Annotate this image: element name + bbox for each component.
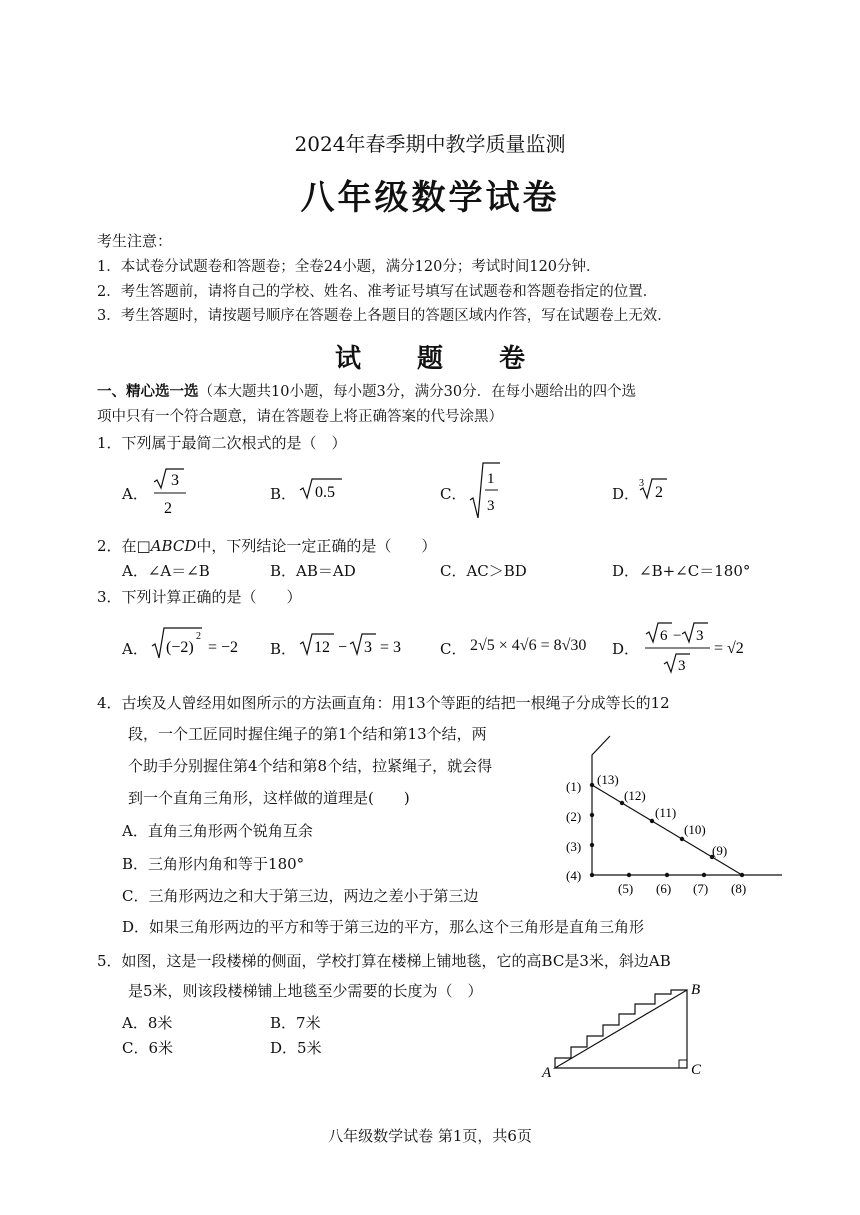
q3-label-b: B． [270,640,297,658]
q3-b-r1: 12 [314,639,330,656]
q4-line-1: 4．古埃及人曾经用如图所示的方法画直角：用13个等距的结把一根绳子分成等长的12 [97,694,670,712]
q3-d-num-r1: 6 [660,628,668,644]
q1-option-c-formula [468,460,504,522]
vertex-b: B [691,982,701,998]
knot [590,813,594,817]
hypotenuse [592,785,742,875]
knot-label: (8) [731,881,747,896]
knot [627,873,631,877]
knot-label: (2) [566,809,582,824]
exam-subtitle: 2024年春季期中教学质量监测 [294,132,566,156]
knot-label: (11) [655,805,677,820]
q3-b-r2: 3 [364,639,372,656]
q3-a-rad: (−2) [166,639,194,656]
q4-line-4: 到一个直角三角形，这样做的道理是( ) [128,789,410,807]
q1-option-b-formula [298,476,346,504]
knot [590,843,594,847]
vertex-a: A [542,1065,552,1081]
exam-title: 八年级数学试卷 [300,178,560,218]
q2-option-c: C．AC＞BD [440,562,527,580]
q5-option-d: D．5米 [270,1039,322,1057]
q3-option-a-formula [150,624,260,662]
q2-stem-pre: 2．在 [97,537,137,555]
q1-label-a: A． [122,485,148,503]
q5-line-1: 5．如图，这是一段楼梯的侧面，学校打算在楼梯上铺地毯，它的高BC是3米，斜边AB [97,952,671,970]
paper-title-char: 卷 [499,344,526,374]
knot-label: (7) [693,881,709,896]
paper-title-char: 试 [334,344,361,374]
q3-b-rhs: = 3 [380,639,402,656]
q2-stem-figure: □ABCD [136,537,197,555]
section-desc-2: 项中只有一个符合题意，请在答题卷上将正确答案的代号涂黑） [97,409,503,425]
q1-a-den: 2 [164,500,172,517]
knot-label: (6) [656,881,672,896]
q4-line-3: 个助手分别握住第4个结和第8个结，拉紧绳子，就会得 [128,757,493,775]
q5-stairs-figure [540,978,720,1083]
q4-option-d: D．如果三角形两边的平方和等于第三边的平方，那么这个三角形是直角三角形 [122,918,645,936]
q4-rope-figure [560,730,790,900]
q1-label-c: C． [440,485,467,503]
knot-label: (5) [618,881,634,896]
q1-d-index: 3 [639,478,644,489]
knot-label: (3) [566,839,582,854]
q3-label-d: D． [612,640,640,658]
q3-option-d-formula [642,620,752,676]
q2-stem [97,535,436,556]
q3-a-rhs: = −2 [208,639,239,656]
knot-label: (13) [597,772,619,787]
knot-label: (9) [712,843,728,858]
section-heading [97,380,636,401]
notice-heading: 考生注意： [97,232,173,250]
q2-option-a: A．∠A＝∠B [122,562,210,580]
q1-option-a-formula [150,466,190,522]
knot-label: (10) [684,822,706,837]
minus-sign: − [338,639,348,656]
paper-title-char: 题 [416,344,443,374]
knot [665,873,669,877]
minus-sign: − [673,628,682,644]
knot [680,837,684,841]
knot [702,873,706,877]
q1-c-den: 3 [487,498,495,514]
q5-option-a: A．8米 [122,1014,173,1032]
q1-label-b: B． [270,485,297,503]
q3-d-rhs: = √2 [714,640,744,657]
q4-line-2: 段，一个工匠同时握住绳子的第1个结和第13个结，两 [128,725,487,743]
q5-option-b: B．7米 [270,1014,321,1032]
q3-a-exp: 2 [196,631,201,642]
knot [590,873,594,877]
knot-label: (12) [624,788,646,803]
knot-label: (1) [566,779,582,794]
q1-label-d: D． [612,485,640,503]
paper-title [0,338,860,375]
notice-item-1: 1．本试卷分试题卷和答题卷；全卷24小题，满分120分；考试时间120分钟． [97,259,601,275]
q1-stem: 1．下列属于最简二次根式的是（ ） [97,434,347,452]
q2-option-d: D．∠B+∠C＝180° [612,562,751,580]
page-footer: 八年级数学试卷 第1页，共6页 [328,1127,532,1145]
q5-line-2: 是5米，则该段楼梯铺上地毯至少需要的长度为（ ） [128,982,483,1000]
q3-label-a: A． [122,640,148,658]
knot [590,783,594,787]
q4-option-a: A．直角三角形两个锐角互余 [122,822,313,840]
knot [650,819,654,823]
notice-item-3: 3．考生答题时，请按题号顺序在答题卷上各题目的答题区域内作答，写在试题卷上无效． [97,308,672,324]
q1-b-rad: 0.5 [315,484,335,501]
q3-option-b-formula [298,630,408,660]
q3-d-num-r2: 3 [696,628,704,644]
vertex-c: C [691,1062,702,1078]
right-angle-mark [679,1060,687,1068]
q4-option-b: B．三角形内角和等于180° [122,855,305,873]
vertical-axis [592,736,610,875]
q3-label-c: C． [440,640,467,658]
q2-option-b: B．AB＝AD [270,562,356,580]
q5-option-c: C．6米 [122,1039,174,1057]
knot-label: (4) [566,868,582,883]
q3-stem: 3．下列计算正确的是（ ） [97,588,302,606]
section-desc: （本大题共10小题，每小题3分，满分30分．在每小题给出的四个选 [198,384,637,400]
q1-option-d-formula [637,476,673,504]
q3-option-c-formula: 2√5 × 4√6 = 8√30 [470,637,587,654]
q3-d-den: 3 [678,658,686,674]
knot [740,873,744,877]
section-title: 一、精心选一选 [97,384,199,400]
q2-stem-post: 中，下列结论一定正确的是（ ） [196,537,437,555]
triangle [555,990,687,1068]
q1-d-rad: 2 [655,484,663,501]
q4-option-c: C．三角形两边之和大于第三边，两边之差小于第三边 [122,887,479,905]
notice-item-2: 2．考生答题前，请将自己的学校、姓名、准考证号填写在试题卷和答题卷指定的位置． [97,284,658,300]
q1-a-num: 3 [171,472,179,489]
q1-c-num: 1 [487,471,495,487]
